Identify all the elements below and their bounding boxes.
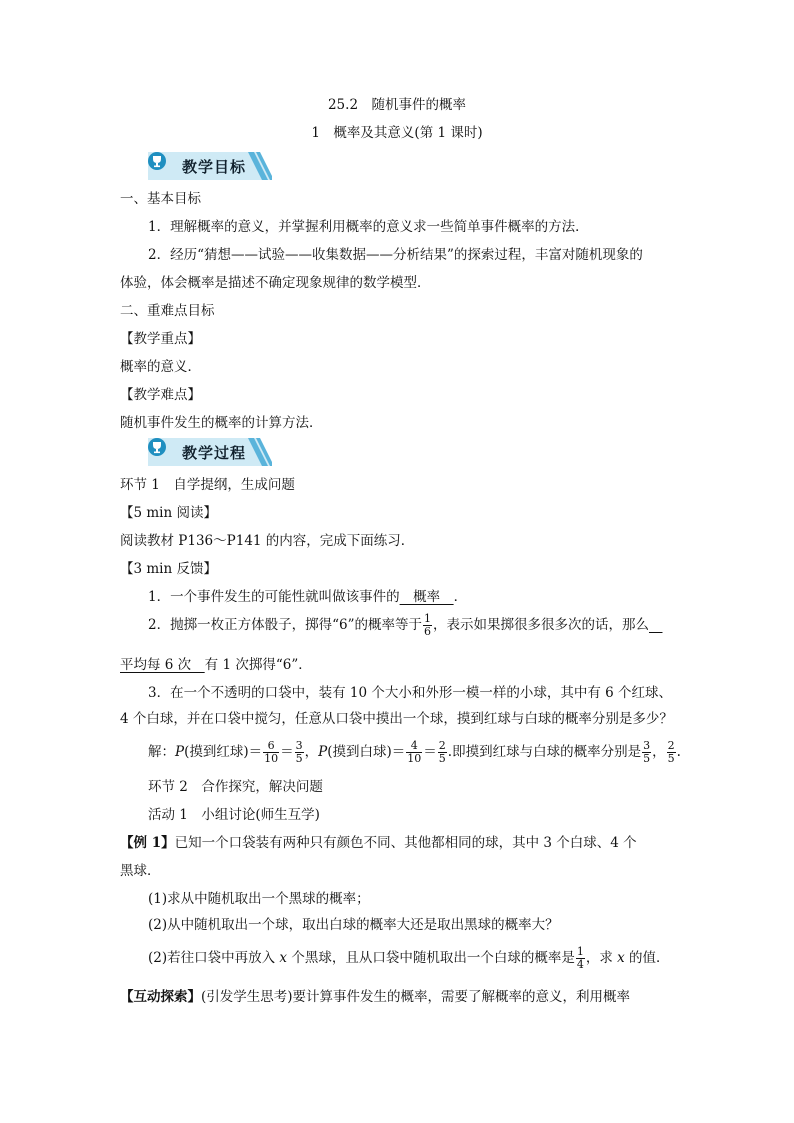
probability-symbol: P — [175, 744, 185, 760]
goals-banner-text: 教学目标 — [182, 158, 247, 176]
comma: ， — [652, 744, 666, 760]
fraction: $\frac{3}{5}$ — [295, 739, 303, 765]
period: . — [676, 744, 681, 760]
lesson-title: 1 概率及其意义(第 1 课时) — [311, 125, 483, 141]
step-1-title: 环节 1 自学提纲，生成问题 — [120, 477, 295, 493]
goal-item-2-line2: 体验，体会概率是描述不确定现象规律的数学模型． — [120, 275, 431, 291]
explore-line — [120, 988, 630, 1006]
goal-item-2-line1: 2．经历“猜想——试验——收集数据——分析结果”的探索过程，丰富对随机现象的 — [148, 247, 643, 263]
example-1-line2: 黑球． — [120, 863, 161, 879]
probability-symbol: P — [318, 744, 328, 760]
explore-label: 【互动探索】 — [120, 989, 201, 1005]
example-1-q3-post: ，求 — [585, 950, 618, 966]
variable-x: x — [279, 950, 288, 966]
example-1-q3-text: (2)若往口袋中再放入 — [148, 950, 280, 966]
question-1 — [148, 588, 467, 606]
key-goals-title: 二、重难点目标 — [120, 303, 215, 319]
activity-1-title: 活动 1 小组讨论(师生互学) — [148, 807, 320, 823]
equals-sign: ＝ — [280, 744, 294, 760]
fraction: $\frac{1}{6}$ — [423, 612, 431, 638]
comma: ， — [304, 744, 319, 760]
example-1-text: 已知一个口袋装有两种只有颜色不同、其他都相同的球，其中 3 个白球、4 个 — [174, 835, 637, 851]
example-1-label: 【例 1】 — [120, 835, 175, 851]
question-1-end: ． — [453, 589, 468, 605]
step-2-title: 环节 2 合作探究，解决问题 — [148, 779, 323, 795]
solution-white: (摸到白球)＝ — [327, 744, 406, 760]
basic-goals-title: 一、基本目标 — [120, 191, 201, 207]
question-2-end: 有 1 次掷得“6”． — [204, 657, 312, 673]
question-2-mid: ，表示如果掷很多很多次的话，那么 — [432, 617, 649, 633]
trophy-icon — [148, 152, 166, 170]
fraction: $\frac{1}{4}$ — [576, 945, 584, 971]
question-3-line2: 4 个白球，并在口袋中搅匀，任意从口袋中摸出一个球，摸到红球与白球的概率分别是多少？ — [120, 711, 673, 727]
question-1-answer: 概率 — [399, 589, 454, 605]
variable-x: x — [617, 950, 625, 966]
process-banner — [148, 438, 268, 465]
feedback-label: 【3 min 反馈】 — [120, 561, 217, 577]
fraction: $\frac{4}{10}$ — [407, 739, 422, 765]
fraction: $\frac{2}{5}$ — [667, 739, 675, 765]
question-2-answer: 平均每 6 次 — [120, 657, 205, 673]
example-1-q1: (1)求从中随机取出一个黑球的概率； — [148, 891, 370, 907]
example-1-q3-mid: 个黑球，且从口袋中随机取出一个白球的概率是 — [287, 950, 575, 966]
question-2-blank-start — [649, 617, 663, 633]
trophy-icon — [148, 438, 166, 456]
read-text: 阅读教材 P136～P141 的内容，完成下面练习． — [120, 533, 415, 549]
fraction: $\frac{6}{10}$ — [264, 739, 279, 765]
question-3-line1: 3．在一个不透明的口袋中，装有 10 个大小和外形一模一样的小球，其中有 6 个红球、 — [148, 685, 673, 701]
question-1-text: 1．一个事件发生的可能性就叫做该事件的 — [148, 589, 400, 605]
equals-sign: ＝ — [423, 744, 437, 760]
fraction: $\frac{3}{5}$ — [643, 739, 651, 765]
difficulty-label: 【教学难点】 — [120, 387, 201, 403]
solution-red: (摸到红球)＝ — [184, 744, 263, 760]
example-1-q3 — [148, 942, 670, 974]
section-title: 25.2 随机事件的概率 — [327, 97, 467, 113]
fraction: $\frac{2}{5}$ — [438, 739, 446, 765]
focus-text: 概率的意义． — [120, 359, 201, 375]
read-label: 【5 min 阅读】 — [120, 505, 217, 521]
solution-line — [148, 736, 681, 768]
explore-text: (引发学生思考)要计算事件发生的概率，需要了解概率的意义，利用概率 — [201, 989, 631, 1005]
question-2-line1 — [148, 610, 662, 640]
question-2-line2 — [120, 656, 312, 674]
goals-banner — [148, 152, 268, 179]
solution-label: 解： — [148, 744, 175, 760]
focus-label: 【教学重点】 — [120, 331, 201, 347]
question-2-text: 2．抛掷一枚正方体骰子，掷得“6”的概率等于 — [148, 617, 422, 633]
example-1-q2: (2)从中随机取出一个球，取出白球的概率大还是取出黑球的概率大？ — [148, 917, 559, 933]
example-1-q3-end: 的值． — [624, 950, 670, 966]
solution-text: .即摸到红球与白球的概率分别是 — [447, 744, 642, 760]
process-banner-text: 教学过程 — [182, 444, 247, 462]
difficulty-text: 随机事件发生的概率的计算方法． — [120, 415, 323, 431]
goal-item-1: 1．理解概率的意义，并掌握利用概率的意义求一些简单事件概率的方法． — [148, 219, 589, 235]
example-1-line1 — [120, 834, 637, 852]
